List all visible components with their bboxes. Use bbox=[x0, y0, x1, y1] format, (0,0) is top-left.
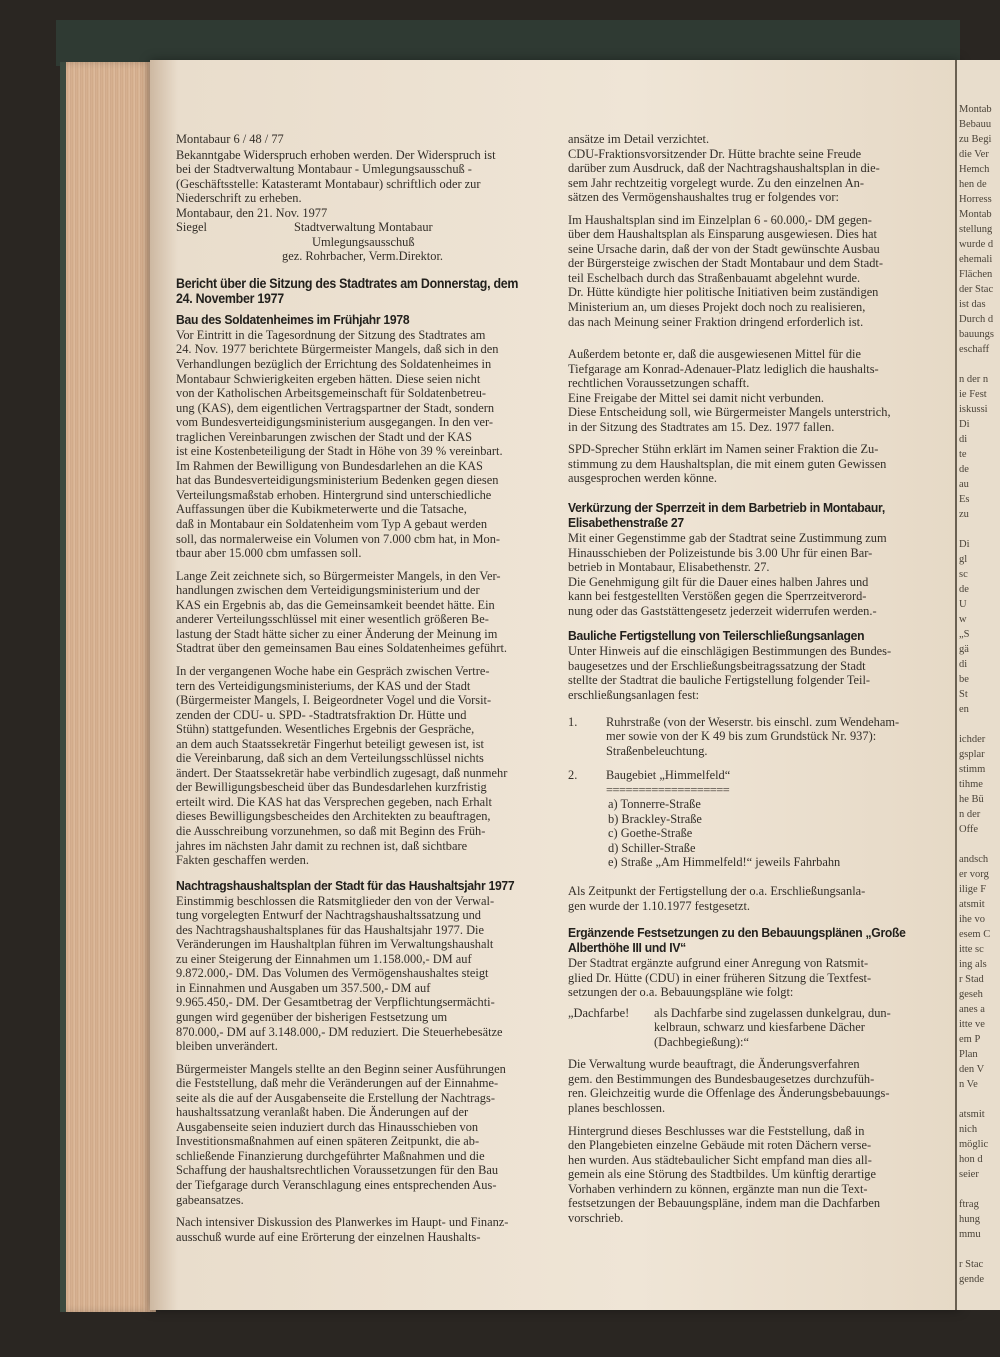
adjacent-page-fragment: möglic bbox=[959, 1139, 989, 1150]
text-line: ung (KAS), dem eigentlichen Vertragspartner der Stadt, sondern bbox=[176, 400, 495, 415]
paragraph bbox=[176, 1062, 556, 1207]
adjacent-page-fragment: Bebauu bbox=[959, 119, 992, 130]
text-line: der Bürgersteige zwischen der Stadt Montabaur und dem Stadt- bbox=[568, 256, 883, 271]
paragraph bbox=[568, 531, 943, 618]
adjacent-page-fragment: anes a bbox=[959, 1004, 985, 1015]
text-line: Vorhaben verhindern zu können, ergänzte man nun die Text- bbox=[568, 1181, 868, 1196]
text-line: Vor Eintritt in die Tagesordnung der Sitzung des Stadtrates am bbox=[176, 327, 486, 342]
adjacent-page-fragment: der Stac bbox=[959, 284, 994, 295]
text-line: a) Tonnerre-Straße bbox=[608, 797, 701, 812]
adjacent-page-fragment: Flächen bbox=[959, 269, 993, 280]
text-line: CDU-Fraktionsvorsitzender Dr. Hütte brachte seine Freude bbox=[568, 146, 862, 161]
text-line: setzungen der o.a. Bebauungspläne wie folgt: bbox=[568, 985, 794, 1000]
text-line: hat das Bundesverteidigungsministerium Bedenken gegen diesen bbox=[176, 473, 499, 488]
adjacent-page-fragment: nich bbox=[959, 1124, 978, 1135]
adjacent-page-fragment: em P bbox=[959, 1034, 981, 1045]
report-title-line: 24. November 1977 bbox=[176, 290, 284, 306]
text-line: schließende Finanzierung durchgeführter Maßnahmen und die bbox=[176, 1148, 485, 1163]
text-line: die Feststellung, daß mehr die Veränderungen auf der Einnahme- bbox=[176, 1076, 499, 1091]
text-line: erschließungsanlagen fest: bbox=[568, 687, 700, 702]
text-line: sätzen des Vermögenshaushaltes trug er folgendes vor: bbox=[568, 190, 839, 205]
adjacent-page-fragment: itte ve bbox=[959, 1019, 985, 1030]
text-line: ausschuß wurde auf eine Erörterung der einzelnen Haushalts- bbox=[176, 1229, 481, 1244]
adjacent-page-fragment bbox=[957, 1092, 1000, 1107]
adjacent-page-fragment: hen de bbox=[959, 179, 987, 190]
text-line: haushaltssatzung veranlaßt haben. Die Änderungen auf der bbox=[176, 1105, 469, 1120]
text-line: traglichen Vereinbarungen zwischen der Stadt und der KAS bbox=[176, 429, 473, 444]
list-item bbox=[568, 768, 943, 797]
adjacent-page-fragment: Durch d bbox=[959, 314, 994, 325]
paragraph bbox=[176, 664, 556, 868]
adjacent-page-fragment: stimm bbox=[959, 764, 986, 775]
text-line: In der vergangenen Woche habe ein Gespräch zwischen Vertre- bbox=[176, 663, 490, 678]
adjacent-page-fragment: „S bbox=[959, 629, 970, 640]
section-heading-nachtragshaushalt: Nachtragshaushaltsplan der Stadt für das Haushaltsjahr 1977 bbox=[176, 877, 515, 893]
right-column bbox=[568, 132, 943, 1233]
text-line: kelbraun, schwarz und kiesfarbene Dächer bbox=[654, 1020, 865, 1035]
list-number: 1. bbox=[568, 714, 578, 729]
adjacent-page-fragment: gsplar bbox=[959, 749, 985, 760]
text-line: Als Zeitpunkt der Fertigstellung der o.a. Erschließungsanla- bbox=[568, 883, 866, 898]
paragraph bbox=[568, 347, 943, 434]
adjacent-page-fragment: n der n bbox=[959, 374, 989, 385]
adjacent-page-fragment: ing als bbox=[959, 959, 987, 970]
heading-line: Elisabethenstraße 27 bbox=[568, 515, 684, 531]
adjacent-page-fragment: n Ve bbox=[959, 1079, 978, 1090]
adjacent-page-fragment: zu bbox=[959, 509, 969, 520]
adjacent-page-fragment: ihe vo bbox=[959, 914, 985, 925]
text-line: dieses Bewilligungsbescheides den Architekten zu beauftragen, bbox=[176, 809, 491, 824]
text-line: festsetzungen der Bebauungspläne, indem man die Dachfarben bbox=[568, 1196, 881, 1211]
text-line: Fakten geschaffen werden. bbox=[176, 853, 309, 868]
text-line: erteilt wird. Die KAS hat das Versprechen gegeben, nach Erhalt bbox=[176, 794, 492, 809]
text-line: Verhandlungen bezüglich der Errichtung des Soldatenheimes in bbox=[176, 357, 492, 372]
text-line: vom Bundesverteidigungsministerium ausgegangen. In den ver- bbox=[176, 415, 494, 430]
adjacent-page-fragment bbox=[957, 1182, 1000, 1197]
text-line: Veränderungen im Haushaltplan führen im Verwaltungshaushalt bbox=[176, 937, 494, 952]
text-line: (Bürgermeister Mangels, I. Beigeordneter Vogel und die Vorsit- bbox=[176, 693, 492, 708]
report-title-line: Bericht über die Sitzung des Stadtrates am Donnerstag, dem bbox=[176, 275, 519, 291]
text-line: darüber zum Ausdruck, daß der Nachtragshaushaltsplan in die- bbox=[568, 161, 880, 176]
paragraph bbox=[176, 569, 556, 656]
text-line: stellte der Stadtrat die bauliche Fertigstellung folgender Teil- bbox=[568, 673, 871, 688]
text-line: tung vorgelegten Entwurf der Nachtragshaushaltssatzung und bbox=[176, 908, 481, 923]
text-line: soll, das normalerweise ein Volumen von 7.000 cbm hat, in Mon- bbox=[176, 531, 501, 546]
list-text bbox=[606, 768, 730, 797]
paragraph bbox=[176, 328, 556, 561]
text-line: Verteilungsmaßstab erhoben. Hintergrund sind unterschiedliche bbox=[176, 487, 492, 502]
adjacent-page-fragment: di bbox=[959, 434, 968, 445]
adjacent-page-fragment bbox=[957, 837, 1000, 852]
page-header: Montabaur 6 / 48 / 77 bbox=[176, 132, 284, 146]
heading-line: Ergänzende Festsetzungen zu den Bebauungsplänen „Große bbox=[568, 925, 906, 941]
text-line: Die Genehmigung gilt für die Dauer eines halben Jahres und bbox=[568, 574, 869, 589]
text-line: Ruhrstraße (von der Weserstr. bis einschl. zum Wendeham- bbox=[606, 714, 900, 729]
text-line: Im Haushaltsplan sind im Einzelplan 6 - 60.000,- DM gegen- bbox=[568, 212, 872, 227]
text-line: betrieb in Montabaur, Elisabethenstr. 27. bbox=[568, 560, 770, 575]
adjacent-page-fragment: seier bbox=[959, 1169, 979, 1180]
adjacent-page-fragment: te bbox=[959, 449, 967, 460]
text-line: Die Verwaltung wurde beauftragt, die Änderungsverfahren bbox=[568, 1057, 860, 1072]
text-line: der Tiefgarage durch Veranschlagung eines entsprechenden Aus- bbox=[176, 1178, 497, 1192]
adjacent-page-fragment: au bbox=[959, 479, 969, 490]
text-line: d) Schiller-Straße bbox=[608, 840, 696, 855]
adjacent-page-fragment: de bbox=[959, 464, 969, 475]
authority-lines bbox=[282, 220, 443, 264]
adjacent-page-fragment: Es bbox=[959, 494, 970, 505]
siegel-label: Siegel bbox=[176, 220, 207, 235]
adjacent-page-fragment: itte sc bbox=[959, 944, 984, 955]
text-line: an dem auch Staatssekretär Fingerhut beteiligt gewesen ist, ist bbox=[176, 736, 484, 751]
baugebiet-label: Baugebiet „Himmelfeld“ bbox=[606, 768, 731, 783]
text-line: ist eine Kostenbeteiligung der Stadt in Höhe von 39 % vereinbart. bbox=[176, 444, 503, 459]
list-text bbox=[606, 715, 899, 759]
left-column bbox=[176, 132, 556, 1252]
text-line: Straßenbeleuchtung. bbox=[606, 743, 708, 758]
text-line: ansätze im Detail verzichtet. bbox=[568, 132, 710, 146]
authority-line: gez. Rohrbacher, Verm.Direktor. bbox=[282, 249, 443, 264]
heading-line: Verkürzung der Sperrzeit in dem Barbetrieb in Montabaur, bbox=[568, 500, 885, 516]
text-line: Tiefgarage am Konrad-Adenauer-Platz lediglich die haushalts- bbox=[568, 361, 879, 376]
adjacent-page-fragment: Montab bbox=[959, 209, 992, 220]
text-line: e) Straße „Am Himmelfeld!“ jeweils Fahrbahn bbox=[608, 855, 841, 870]
signature-block bbox=[176, 220, 556, 264]
adjacent-page-fragment: iskussi bbox=[959, 404, 988, 415]
text-line: Investitionsmaßnahmen auf einen späteren Zeitpunkt, die ab- bbox=[176, 1134, 480, 1149]
adjacent-page-fragment: tihme bbox=[959, 779, 983, 790]
adjacent-page-fragment: eschaff bbox=[959, 344, 990, 355]
notice-line: bei der Stadtverwaltung Montabaur - Umlegungsausschuß - bbox=[176, 162, 472, 177]
text-line: in Einnahmen und Ausgaben um 357.500,- DM auf bbox=[176, 980, 431, 995]
adjacent-page-fragment: andsch bbox=[959, 854, 989, 865]
adjacent-page-fragment: Horress bbox=[959, 194, 992, 205]
adjacent-page-fragment: atsmit bbox=[959, 899, 985, 910]
notice-text bbox=[176, 148, 556, 221]
text-line: Montabaur Schwierigkeiten ergeben hätten. Diese seien nicht bbox=[176, 371, 481, 386]
text-line: tbaur aber 15.000 cbm umfassen soll. bbox=[176, 546, 362, 561]
text-line: lastung der Stadt hätte sicher zu einer Änderung der Meinung im bbox=[176, 626, 498, 641]
text-line: tern des Verteidigungsministeriums, der KAS und der Stadt bbox=[176, 678, 471, 693]
adjacent-page-fragment: Di bbox=[959, 539, 970, 550]
text-line: Lange Zeit zeichnete sich, so Bürgermeister Mangels, in den Ver- bbox=[176, 568, 501, 583]
text-line: planes beschlossen. bbox=[568, 1100, 666, 1115]
adjacent-page-fragment: ist das bbox=[959, 299, 986, 310]
adjacent-page-fragment: ehemali bbox=[959, 254, 993, 265]
adjacent-page-fragment: ie Fest bbox=[959, 389, 987, 400]
adjacent-page-fragment: sc bbox=[959, 569, 968, 580]
text-line: teil Eschelbach durch das Straßenbauamt abgelehnt wurde. bbox=[568, 270, 861, 285]
text-line: Unter Hinweis auf die einschlägigen Bestimmungen des Bundes- bbox=[568, 644, 892, 659]
authority-line: Umlegungsausschuß bbox=[312, 234, 415, 249]
text-line: b) Brackley-Straße bbox=[608, 811, 702, 826]
text-line: Im Rahmen der Bewilligung von Bundesdarlehen an die KAS bbox=[176, 458, 483, 473]
adjacent-page-fragment: zu Begi bbox=[959, 134, 992, 145]
section-heading-soldatenheim: Bau des Soldatenheimes im Frühjahr 1978 bbox=[176, 311, 410, 327]
text-line: daß in Montabaur ein Soldatenheim vom Typ A gebaut werden bbox=[176, 517, 488, 532]
text-line: Ministerium an, um dieses Projekt doch noch zu realisieren, bbox=[568, 300, 866, 315]
text-line: c) Goethe-Straße bbox=[608, 826, 693, 841]
notice-line: Niederschrift zu erheben. bbox=[176, 191, 302, 206]
text-line: die Ausschreibung vorzunehmen, so daß mit Beginn des Früh- bbox=[176, 823, 486, 838]
adjacent-page-fragment: mmu bbox=[959, 1229, 981, 1240]
text-line: gem. den Bestimmungen des Bundesbaugesetzes durchzufüh- bbox=[568, 1071, 875, 1086]
adjacent-page-fragment bbox=[957, 717, 1000, 732]
text-line: vorschrieb. bbox=[568, 1210, 624, 1225]
adjacent-page-fragment: en bbox=[959, 704, 969, 715]
book-page-edges bbox=[60, 62, 156, 1312]
text-line: kann bei festgestellten Verstößen gegen die Sperrzeitverord- bbox=[568, 589, 867, 604]
text-line: Bürgermeister Mangels stellte an den Beginn seiner Ausführungen bbox=[176, 1061, 506, 1076]
notice-line: (Geschäftsstelle: Katasteramt Montabaur) schriftlich oder zur bbox=[176, 176, 481, 191]
dachfarbe-rule bbox=[568, 1006, 943, 1050]
text-line: jahres im nächsten Jahr damit zu rechnen ist, daß sichtbare bbox=[176, 838, 468, 853]
section-heading-sperrzeit bbox=[568, 500, 913, 530]
notice-line: Montabaur, den 21. Nov. 1977 bbox=[176, 205, 328, 220]
text-line: stimmung zu dem Haushaltsplan, die mit einem guten Gewissen bbox=[568, 456, 887, 471]
text-line: Mit einer Gegenstimme gab der Stadtrat seine Zustimmung zum bbox=[568, 531, 887, 546]
text-line: seite als die auf der Ausgabenseite die Erstellung der Nachtrags- bbox=[176, 1090, 495, 1105]
text-line: zenden der CDU- u. SPD- -Stadtratsfraktion Dr. Hütte und bbox=[176, 707, 467, 722]
adjacent-page-fragment: stellung bbox=[959, 224, 993, 235]
text-line: Hintergrund dieses Beschlusses war die Feststellung, daß in bbox=[568, 1123, 865, 1138]
text-line: nung oder das Gaststättengesetz jederzeit widerrufen werden.- bbox=[568, 603, 877, 618]
text-line: 9.965.450,- DM. Der Gesamtbetrag der Verpflichtungsermächti- bbox=[176, 995, 495, 1010]
text-line: von der Katholischen Arbeitsgemeinschaft für Soldatenbetreu- bbox=[176, 386, 487, 401]
text-line: Schaffung der haushaltsrechtlichen Voraussetzungen für den Bau bbox=[176, 1163, 499, 1178]
adjacent-page-fragment: Hemch bbox=[959, 164, 990, 175]
text-line: Hinausschieben der Polizeistunde bis 3.00 Uhr für einen Bar- bbox=[568, 545, 873, 560]
adjacent-page-fragment bbox=[957, 522, 1000, 537]
adjacent-page-fragment bbox=[957, 357, 1000, 372]
text-line: hen wurden. Aus städtebaulicher Sicht empfand man dies all- bbox=[568, 1152, 872, 1167]
text-line: das nach Meinung seiner Fraktion dringend erforderlich ist. bbox=[568, 314, 864, 329]
adjacent-page-fragment: r Stac bbox=[959, 1259, 984, 1270]
heading-line: Alberthöhe III und IV“ bbox=[568, 940, 686, 956]
text-line: Auffassungen über die Kubikmeterwerte und die Tatsache, bbox=[176, 502, 467, 517]
text-line: den Plangebieten einzelne Gebäude mit roten Dächern verse- bbox=[568, 1138, 872, 1153]
text-line: der Bewilligungsbescheid über das Bundesdarlehen kurzfristig bbox=[176, 780, 487, 795]
text-line: Stadtrat über den gemeinsamen Bau eines Soldatenheimes geführt. bbox=[176, 641, 508, 656]
text-line: anderer Verteilungsschlüssel mit einer wesentlich größeren Be- bbox=[176, 612, 489, 627]
adjacent-page-fragment: gende bbox=[959, 1274, 985, 1285]
adjacent-page-fragment: Di bbox=[959, 419, 970, 430]
adjacent-page-fragment: atsmit bbox=[959, 1109, 985, 1120]
underline-rule: =================== bbox=[606, 782, 730, 797]
section-heading-fertigstellung: Bauliche Fertigstellung von Teilerschließungsanlagen bbox=[568, 628, 865, 644]
adjacent-page-fragment: gä bbox=[959, 644, 969, 655]
text-line: Außerdem betonte er, daß die ausgewiesenen Mittel für die bbox=[568, 347, 861, 362]
adjacent-page-fragment bbox=[957, 1242, 1000, 1257]
text-line: KAS ein Ergebnis ab, das die Gemeinsamkeit beendet hätte. Ein bbox=[176, 597, 495, 612]
text-line: sem Jahr rechtzeitig vorgelegt wurde. Zu den einzelnen An- bbox=[568, 175, 865, 190]
text-line: gen wurde der 1.10.1977 festgesetzt. bbox=[568, 898, 751, 913]
dachfarbe-text bbox=[654, 1006, 891, 1050]
text-line: ändert. Der Staatssekretär habe verbindlich zugesagt, daß nunmehr bbox=[176, 765, 508, 780]
adjacent-page-fragment: die Ver bbox=[959, 149, 989, 160]
text-line: Dr. Hütte kündigte hier politische Initiativen beim zuständigen bbox=[568, 285, 879, 300]
text-line: Einstimmig beschlossen die Ratsmitglieder den von der Verwal- bbox=[176, 893, 495, 908]
authority-line: Stadtverwaltung Montabaur bbox=[294, 220, 433, 235]
paragraph bbox=[176, 1215, 556, 1244]
text-line: Nach intensiver Diskussion des Planwerkes im Haupt- und Finanz- bbox=[176, 1215, 509, 1230]
adjacent-page-strip bbox=[955, 60, 1000, 1310]
adjacent-page-fragment: U bbox=[959, 599, 967, 610]
adjacent-page-fragment: di bbox=[959, 659, 968, 670]
paragraph bbox=[176, 894, 556, 1054]
text-line: gungen wird gegenüber der bisherigen Festsetzung um bbox=[176, 1009, 448, 1024]
adjacent-page-fragment: hon d bbox=[959, 1154, 983, 1165]
paragraph bbox=[568, 956, 943, 1000]
adjacent-page-fragment: geseh bbox=[959, 989, 983, 1000]
text-line: Diese Entscheidung soll, wie Bürgermeister Mangels unterstrich, bbox=[568, 405, 891, 420]
list-number: 2. bbox=[568, 768, 578, 783]
street-list bbox=[608, 797, 943, 870]
paragraph bbox=[568, 132, 943, 205]
text-line: als Dachfarbe sind zugelassen dunkelgrau, dun- bbox=[654, 1005, 891, 1020]
adjacent-page-fragment: hung bbox=[959, 1214, 980, 1225]
paragraph bbox=[568, 884, 943, 913]
text-line: gemein als eine Störung des Stadtbildes. Um künftig derartige bbox=[568, 1167, 876, 1182]
text-line: seine Ursache darin, daß der von der Stadt gewünschte Ausbau bbox=[568, 241, 880, 256]
adjacent-page-fragment: St bbox=[959, 689, 968, 700]
text-line: gabeansatzes. bbox=[176, 1192, 244, 1207]
text-line: 9.872.000,- DM. Das Volumen des Vermögenshaushaltes steigt bbox=[176, 966, 489, 981]
adjacent-page-fragment: be bbox=[959, 674, 969, 685]
paragraph bbox=[568, 213, 943, 329]
text-line: SPD-Sprecher Stühn erklärt im Namen seiner Fraktion die Zu- bbox=[568, 442, 879, 457]
text-line: Der Stadtrat ergänzte aufgrund einer Anregung von Ratsmit- bbox=[568, 956, 869, 971]
text-line: in der Sitzung des Stadtrates am 15. Dez. 1977 fallen. bbox=[568, 419, 835, 434]
text-line: die Vereinbarung, daß sich an dem Verteilungsschlüssel nichts bbox=[176, 751, 484, 766]
text-line: 870.000,- DM auf 3.148.000,- DM reduziert. Die Steuerhebesätze bbox=[176, 1024, 503, 1039]
adjacent-page-fragment: Plan bbox=[959, 1049, 978, 1060]
report-title bbox=[176, 276, 526, 306]
text-line: (Dachbegießung):“ bbox=[654, 1034, 749, 1049]
text-line: des Nachtragshaushaltsplanes für das Haushaltsjahr 1977. Die bbox=[176, 922, 484, 937]
list-item bbox=[568, 715, 943, 759]
paragraph bbox=[568, 1057, 943, 1115]
text-line: über dem Haushaltsplan als Einsparung ausgewiesen. Dies hat bbox=[568, 227, 877, 242]
adjacent-page-fragment: n der bbox=[959, 809, 981, 820]
text-line: rechtlichen Voraussetzungen schafft. bbox=[568, 376, 750, 391]
adjacent-page-fragment: bauungs bbox=[959, 329, 994, 340]
text-line: baugesetzes und der Erschließungsbeitragssatzung der Stadt bbox=[568, 658, 866, 673]
text-line: ren. Gleichzeitig wurde die Offenlage des Änderungsbebauungs- bbox=[568, 1086, 890, 1101]
adjacent-page-fragment: er vorg bbox=[959, 869, 989, 880]
adjacent-page-fragment: ichder bbox=[959, 734, 986, 745]
adjacent-page-fragment: w bbox=[959, 614, 967, 625]
adjacent-page-fragment: ilige F bbox=[959, 884, 987, 895]
text-line: handlungen zwischen dem Verteidigungsministerium und der bbox=[176, 583, 480, 598]
adjacent-page-fragment: esem C bbox=[959, 929, 991, 940]
text-line: 24. Nov. 1977 berichtete Bürgermeister Mangels, daß sich in den bbox=[176, 342, 499, 357]
section-heading-bebauungsplaene bbox=[568, 925, 913, 955]
adjacent-page-fragment: den V bbox=[959, 1064, 985, 1075]
paragraph bbox=[568, 1124, 943, 1226]
notice-line: Bekanntgabe Widerspruch erhoben werden. Der Widerspruch ist bbox=[176, 147, 496, 162]
adjacent-page-fragment: Montab bbox=[959, 104, 992, 115]
adjacent-page-fragment: gl bbox=[959, 554, 968, 565]
text-line: ausgesprochen werden könne. bbox=[568, 471, 717, 486]
text-line: zu einer Steigerung der Einnahmen um 1.158.000,- DM auf bbox=[176, 951, 472, 966]
text-line: Ausgabenseite seien induziert durch das Hinausschieben von bbox=[176, 1119, 479, 1134]
text-line: mer sowie von der K 49 bis zum Grundstück Nr. 937): bbox=[606, 729, 877, 744]
text-line: glied Dr. Hütte (CDU) in einer früheren Sitzung die Textfest- bbox=[568, 970, 872, 985]
dachfarbe-label: „Dachfarbe! bbox=[568, 1005, 630, 1020]
adjacent-page-fragment: r Stad bbox=[959, 974, 984, 985]
adjacent-page-fragment: Offe bbox=[959, 824, 979, 835]
text-line: bleiben unverändert. bbox=[176, 1039, 278, 1054]
adjacent-page-fragment: wurde d bbox=[959, 239, 994, 250]
paragraph bbox=[568, 442, 943, 486]
text-line: Stühn) stattgefunden. Wesentliches Ergebnis der Gespräche, bbox=[176, 722, 475, 737]
adjacent-page-fragment: de bbox=[959, 584, 969, 595]
paragraph bbox=[568, 644, 943, 702]
adjacent-page-fragment: he Bü bbox=[959, 794, 984, 805]
adjacent-page-fragment: ftrag bbox=[959, 1199, 979, 1210]
text-line: Eine Freigabe der Mittel sei damit nicht verbunden. bbox=[568, 390, 824, 405]
